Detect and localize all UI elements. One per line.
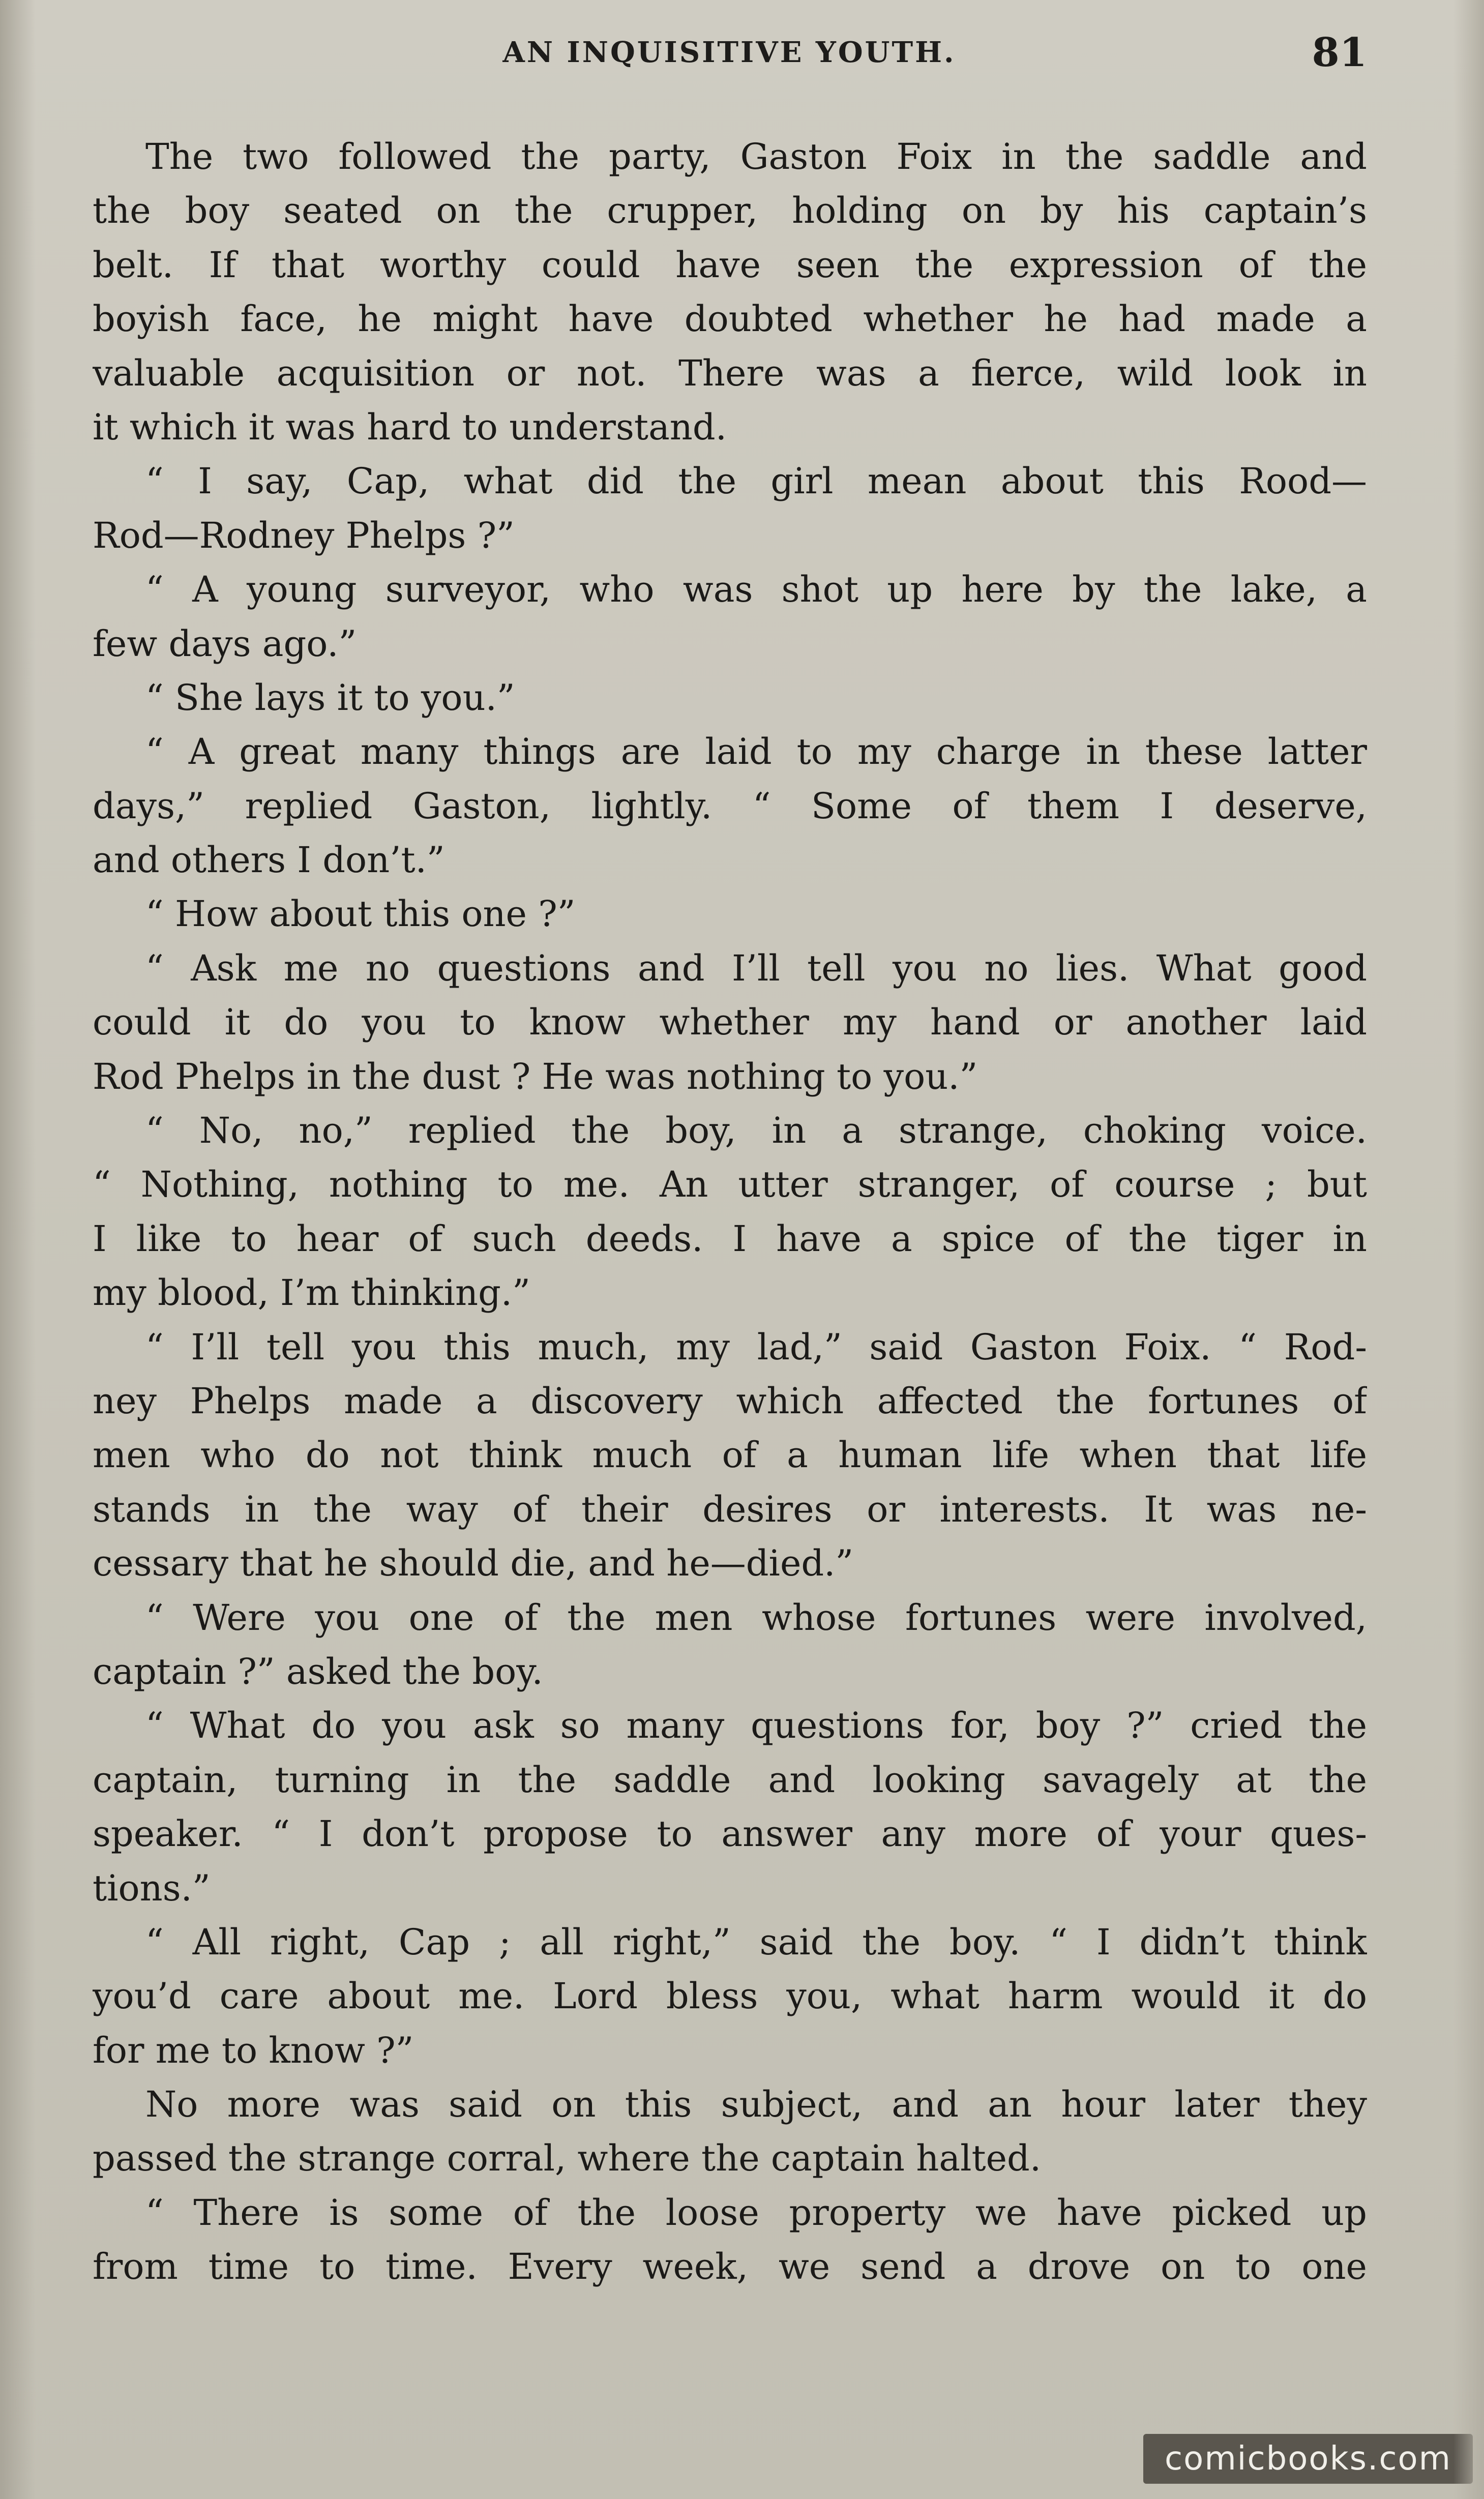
text-line: “ I say, Cap, what did the girl mean about this Rood— [145, 460, 1367, 502]
text-line: days,” replied Gaston, lightly. “ Some of them I deserve, [93, 785, 1367, 827]
text-line: belt. If that worthy could have seen the expression of the [93, 244, 1367, 286]
text-line: my blood, I’m thinking.” [93, 1272, 530, 1314]
text-line: it which it was hard to understand. [93, 406, 727, 448]
text-line: “ A young surveyor, who was shot up here by the lake, a [145, 569, 1367, 611]
text-line: “ All right, Cap ; all right,” said the boy. “ I didn’t think [145, 1921, 1367, 1963]
text-line: “ I’ll tell you this much, my lad,” said Gaston Foix. “ Rod- [145, 1326, 1367, 1368]
text-line: “ No, no,” replied the boy, in a strange, choking voice. [145, 1110, 1367, 1152]
page-header [92, 29, 1367, 75]
text-line: “ A great many things are laid to my charge in these latter [145, 731, 1367, 773]
text-line: you’d care about me. Lord bless you, what harm would it do [93, 1975, 1367, 2017]
text-line: the boy seated on the crupper, holding on by his captain’s [93, 190, 1367, 232]
text-line: I like to hear of such deeds. I have a spice of the tiger in [93, 1217, 1367, 1260]
text-line: tions.” [93, 1867, 211, 1909]
text-line: passed the strange corral, where the captain halted. [93, 2137, 1042, 2180]
text-line: could it do you to know whether my hand or another laid [93, 1001, 1367, 1044]
text-line: valuable acquisition or not. There was a fierce, wild look in [93, 352, 1367, 394]
running-head: AN INQUISITIVE YOUTH. [502, 36, 956, 69]
text-line: “ How about this one ?” [145, 893, 576, 935]
text-line: speaker. “ I don’t propose to answer any more of your ques- [93, 1813, 1367, 1855]
text-line: “ Ask me no questions and I’ll tell you no lies. What good [145, 947, 1367, 989]
watermark: comicbooks.com [1143, 2434, 1473, 2484]
text-line: The two followed the party, Gaston Foix in the saddle and [145, 136, 1367, 177]
text-line: Rod Phelps in the dust ? He was nothing to you.” [93, 1055, 978, 1097]
text-line: “ Nothing, nothing to me. An utter stranger, of course ; but [93, 1164, 1367, 1206]
text-line: men who do not think much of a human life when that life [93, 1434, 1367, 1476]
body-text [93, 130, 1367, 2294]
text-line: few days ago.” [93, 622, 357, 665]
text-line: “ What do you ask so many questions for, boy ?” cried the [145, 1705, 1367, 1747]
text-line: Rod—Rodney Phelps ?” [93, 514, 515, 556]
text-line: “ There is some of the loose property we have picked up [145, 2191, 1367, 2234]
text-line: and others I don’t.” [93, 839, 445, 881]
text-line: “ Were you one of the men whose fortunes were involved, [145, 1596, 1367, 1639]
text-line: stands in the way of their desires or interests. It was ne- [93, 1488, 1367, 1530]
text-line: from time to time. Every week, we send a drove on to one [93, 2246, 1367, 2288]
text-line: No more was said on this subject, and an hour later they [145, 2084, 1367, 2126]
text-line: captain ?” asked the boy. [93, 1650, 543, 1692]
text-line: cessary that he should die, and he—died.” [93, 1542, 854, 1585]
text-line: ney Phelps made a discovery which affected the fortunes of [93, 1380, 1367, 1422]
text-line: “ She lays it to you.” [145, 676, 515, 719]
text-line: boyish face, he might have doubted whether he had made a [93, 298, 1367, 340]
page-number: 81 [1312, 29, 1367, 76]
text-line: for me to know ?” [93, 2029, 414, 2071]
text-line: captain, turning in the saddle and looking savagely at the [93, 1759, 1367, 1801]
